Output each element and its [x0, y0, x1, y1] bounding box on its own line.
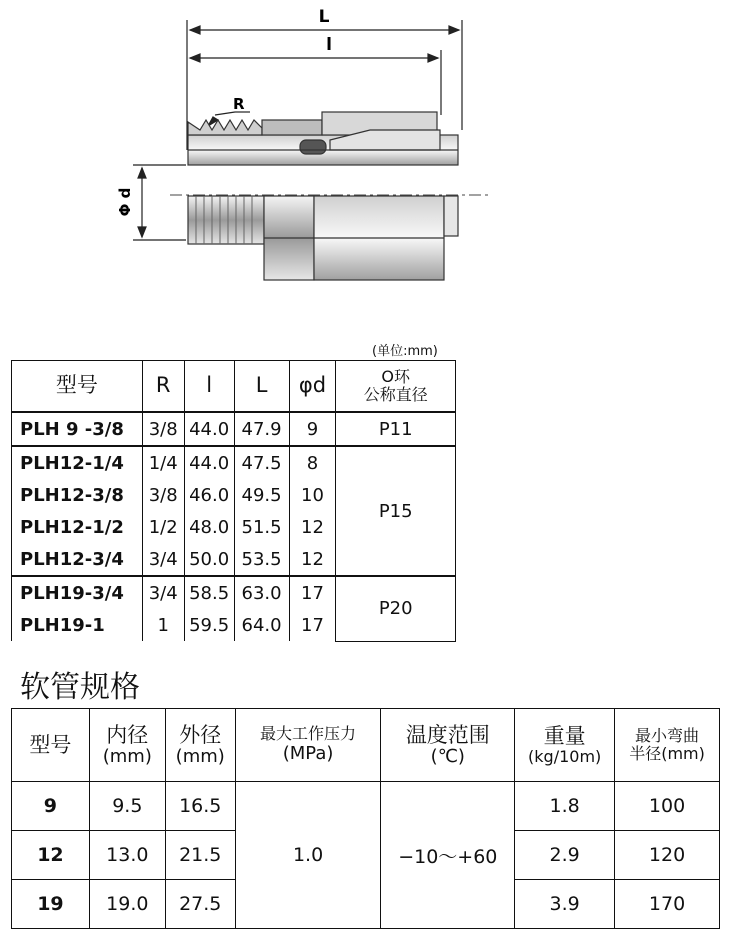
cell-inner: 9.5: [89, 782, 165, 831]
cell-model: PLH19-3/4: [12, 576, 143, 609]
cell-l: 48.0: [184, 511, 234, 543]
header-l: l: [184, 361, 234, 413]
cell-R: 3/4: [142, 576, 184, 609]
header-oring: [336, 361, 456, 413]
cell-L: 47.5: [234, 446, 289, 479]
cell-R: 3/8: [142, 479, 184, 511]
cell-oring: P11: [336, 412, 456, 446]
cell-outer: 16.5: [165, 782, 235, 831]
cell-weight: 3.9: [515, 880, 615, 929]
cell-model: PLH19-1: [12, 609, 143, 641]
unit-note: (单位:mm): [372, 344, 438, 359]
cell-d: 12: [289, 511, 336, 543]
cell-d: 10: [289, 479, 336, 511]
header-oring-line1: O环: [381, 366, 410, 386]
header-pressure: [235, 709, 381, 782]
cell-l: 44.0: [184, 412, 234, 446]
hose-spec-title: 软管规格: [20, 670, 140, 705]
header-temp-label: 温度范围: [405, 722, 490, 747]
cell-outer: 27.5: [165, 880, 235, 929]
header-weight: [515, 709, 615, 782]
cell-model: 12: [12, 831, 90, 880]
cell-l: 50.0: [184, 543, 234, 576]
cell-radius: 120: [615, 831, 720, 880]
cell-model: PLH12-1/4: [12, 446, 143, 479]
cell-radius: 170: [615, 880, 720, 929]
cell-l: 44.0: [184, 446, 234, 479]
cell-model: 9: [12, 782, 90, 831]
label-L: L: [318, 7, 330, 27]
cell-L: 51.5: [234, 511, 289, 543]
header-inner-label: 内径: [106, 722, 149, 747]
header-radius-line2: 半径(mm): [629, 744, 705, 763]
cell-temp: −10〜+60: [381, 782, 515, 929]
label-l: l: [326, 35, 332, 55]
table-row: [12, 576, 456, 609]
dimension-l: [190, 50, 441, 115]
header-outer-label: 外径: [179, 722, 222, 747]
table-row: [12, 446, 456, 479]
cell-l: 59.5: [184, 609, 234, 641]
cell-l: 58.5: [184, 576, 234, 609]
dimension-phid: [133, 165, 186, 240]
header-model: 型号: [12, 709, 90, 782]
cell-R: 1/2: [142, 511, 184, 543]
header-radius: [615, 709, 720, 782]
cell-model: PLH12-3/8: [12, 479, 143, 511]
cell-d: 8: [289, 446, 336, 479]
header-radius-line1: 最小弯曲: [635, 725, 700, 745]
header-pressure-unit: (MPa): [282, 742, 334, 764]
cell-model: PLH12-1/2: [12, 511, 143, 543]
table-header-row: [12, 361, 456, 413]
cell-d: 12: [289, 543, 336, 576]
cell-model: PLH 9 -3/8: [12, 412, 143, 446]
cell-L: 47.9: [234, 412, 289, 446]
table-row: [12, 412, 456, 446]
header-model: 型号: [12, 361, 143, 413]
cell-L: 49.5: [234, 479, 289, 511]
cell-L: 63.0: [234, 576, 289, 609]
header-R: R: [142, 361, 184, 413]
header-oring-line2: 公称直径: [363, 385, 428, 404]
cell-oring: P20: [336, 576, 456, 641]
header-weight-unit: (kg/10m): [528, 746, 602, 766]
cell-d: 17: [289, 609, 336, 641]
header-weight-label: 重量: [543, 723, 586, 748]
cell-pressure: 1.0: [235, 782, 381, 929]
fitting-lower-exterior: [188, 196, 458, 280]
cell-inner: 19.0: [89, 880, 165, 929]
header-inner: [89, 709, 165, 782]
fitting-cross-section-drawing: [0, 0, 730, 330]
header-inner-unit: (mm): [102, 745, 152, 767]
cell-R: 1: [142, 609, 184, 641]
cell-R: 1/4: [142, 446, 184, 479]
cell-inner: 13.0: [89, 831, 165, 880]
cell-L: 64.0: [234, 609, 289, 641]
cell-radius: 100: [615, 782, 720, 831]
cell-weight: 2.9: [515, 831, 615, 880]
header-pressure-label: 最大工作压力: [260, 724, 357, 744]
cell-weight: 1.8: [515, 782, 615, 831]
header-temp: [381, 709, 515, 782]
cell-d: 17: [289, 576, 336, 609]
header-outer: [165, 709, 235, 782]
cell-model: PLH12-3/4: [12, 543, 143, 576]
label-R: R: [233, 95, 245, 113]
header-L: L: [234, 361, 289, 413]
cell-R: 3/8: [142, 412, 184, 446]
cell-L: 53.5: [234, 543, 289, 576]
header-outer-unit: (mm): [175, 745, 225, 767]
label-phid: Φ d: [116, 187, 134, 217]
cell-l: 46.0: [184, 479, 234, 511]
fitting-upper-section: [188, 112, 458, 165]
cell-R: 3/4: [142, 543, 184, 576]
hose-spec-table: [11, 708, 720, 929]
header-phid: φd: [289, 361, 336, 413]
cell-outer: 21.5: [165, 831, 235, 880]
table-header-row: [12, 709, 720, 782]
cell-oring: P15: [336, 446, 456, 576]
table-row: [12, 782, 720, 831]
cell-d: 9: [289, 412, 336, 446]
cell-model: 19: [12, 880, 90, 929]
header-temp-unit: (℃): [430, 745, 465, 767]
fitting-spec-table: [11, 360, 456, 642]
